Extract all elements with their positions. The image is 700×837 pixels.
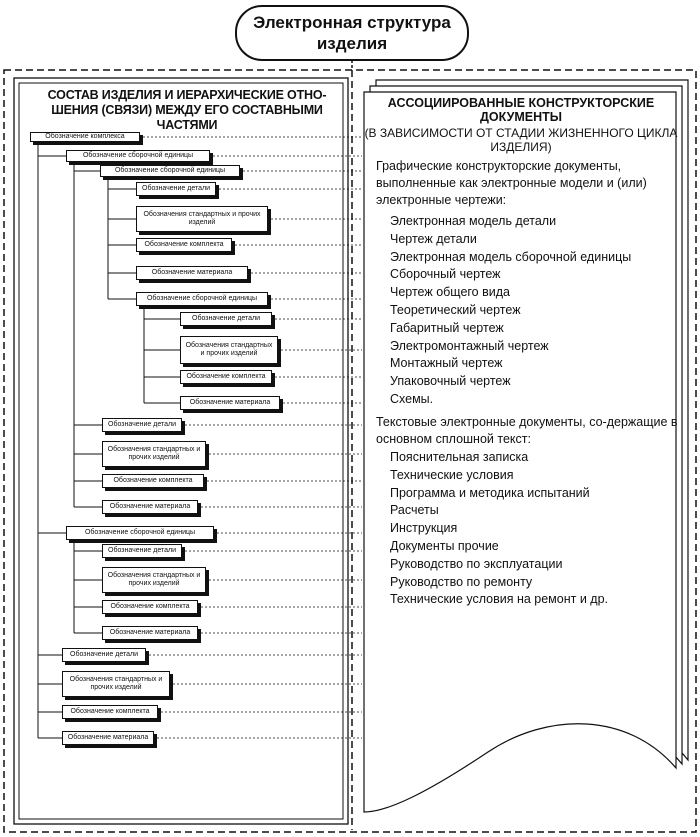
right-panel-subheading: (В ЗАВИСИМОСТИ ОТ СТАДИИ ЖИЗНЕННОГО ЦИКЛА ИЗДЕЛИЯ) <box>364 126 678 154</box>
document-type-item: Руководство по эксплуатации <box>390 556 563 571</box>
document-type-item: Технические условия на ремонт и др. <box>390 592 608 607</box>
tree-node: Обозначения стандартных и прочих изделий <box>102 441 206 467</box>
tree-node: Обозначение сборочной единицы <box>66 526 214 540</box>
tree-node: Обозначение детали <box>180 312 272 326</box>
document-type-item: Чертеж детали <box>390 231 477 246</box>
tree-node: Обозначение комплекса <box>30 132 140 142</box>
document-type-item: Программа и методика испытаний <box>390 485 590 500</box>
tree-node: Обозначения стандартных и прочих изделий <box>136 206 268 232</box>
tree-node: Обозначение сборочной единицы <box>136 292 268 306</box>
tree-node: Обозначение сборочной единицы <box>100 165 240 177</box>
document-type-item: Инструкция <box>390 521 458 536</box>
document-type-item: Монтажный чертеж <box>390 356 503 371</box>
document-type-item: Технические условия <box>390 467 514 482</box>
tree-node: Обозначение детали <box>136 182 216 196</box>
tree-node: Обозначение материала <box>102 626 198 640</box>
document-type-item: Электромонтажный чертеж <box>390 338 549 353</box>
tree-node: Обозначение детали <box>102 418 182 432</box>
tree-node: Обозначения стандартных и прочих изделий <box>180 336 278 364</box>
tree-node: Обозначение комплекта <box>102 474 204 488</box>
document-type-item: Расчеты <box>390 503 439 518</box>
document-type-item: Чертеж общего вида <box>390 285 510 300</box>
document-type-item: Схемы. <box>390 392 434 406</box>
tree-node: Обозначения стандартных и прочих изделий <box>102 567 206 593</box>
document-type-item: Руководство по ремонту <box>390 574 533 589</box>
tree-node: Обозначение комплекта <box>180 370 272 384</box>
graphic-docs-intro: Графические конструкторские документы, выполненные как электронные модели и (или) электронные чертежи: <box>376 159 647 207</box>
tree-node: Обозначение материала <box>62 731 154 745</box>
document-type-item: Пояснительная записка <box>390 450 529 464</box>
tree-node: Обозначение сборочной единицы <box>66 150 210 162</box>
right-panel-heading: АССОЦИИРОВАННЫЕ КОНСТРУКТОРСКИЕ ДОКУМЕНТЫ <box>387 96 655 124</box>
text-docs-intro: Текстовые электронные документы, со-держащие в основном сплошной текст: <box>376 415 678 446</box>
tree-node: Обозначение комплекта <box>102 600 198 614</box>
left-panel-heading: СОСТАВ ИЗДЕЛИЯ И ИЕРАРХИЧЕСКИЕ ОТНО-ШЕНИЯ (СВЯЗИ) МЕЖДУ ЕГО СОСТАВНЫМИ ЧАСТЯМИ <box>47 88 327 132</box>
tree-node: Обозначение детали <box>62 648 146 662</box>
tree-node: Обозначение комплекта <box>136 238 232 252</box>
page-title: Электронная структура изделия <box>253 13 451 53</box>
document-type-item: Электронная модель сборочной единицы <box>390 249 632 264</box>
tree-node: Обозначение материала <box>136 266 248 280</box>
document-type-item: Электронная модель детали <box>390 214 557 228</box>
document-type-item: Упаковочный чертеж <box>390 374 511 389</box>
tree-node: Обозначения стандартных и прочих изделий <box>62 671 170 697</box>
document-type-item: Габаритный чертеж <box>390 320 504 335</box>
document-type-item: Документы прочие <box>390 539 499 553</box>
document-type-item: Сборочный чертеж <box>390 267 501 282</box>
tree-node: Обозначение детали <box>102 544 182 558</box>
tree-node: Обозначение материала <box>102 500 198 514</box>
tree-node: Обозначение комплекта <box>62 705 158 719</box>
tree-node: Обозначение материала <box>180 396 280 410</box>
document-type-item: Теоретический чертеж <box>390 303 521 317</box>
